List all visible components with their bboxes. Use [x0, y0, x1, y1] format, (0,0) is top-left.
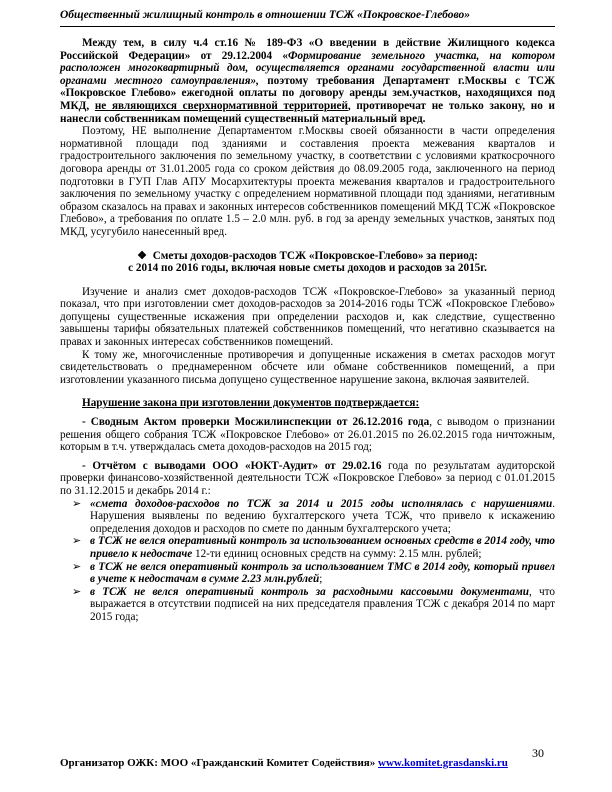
p5-bold: - Сводным Актом проверки Мосжилинспекции от 26.12.2016 года	[82, 416, 430, 429]
p1-underlined: не являющихся сверхнормативной территорией	[94, 99, 348, 112]
p1-bold-middle: поэтому требования Департамент г.Москвы с ТСЖ «Покровское Глебово» ежегодной оплаты по договору аренды зем.участков, находящихся под МКД,	[60, 74, 556, 112]
list-item: ➢ в ТСЖ не велся оперативный контроль за расходными кассовыми документами, что выражается в отсутствии подписей на них председателя правления ТСЖ с декабря 2014 по март 2015 года;	[72, 585, 555, 623]
arrow-bullet-icon: ➢	[72, 585, 82, 598]
document-body	[60, 37, 555, 624]
header-rule	[60, 26, 555, 27]
footer-text: Организатор ОЖК: МОО «Гражданский Комитет Содействия»	[60, 757, 379, 769]
section-title-line1: Сметы доходов-расходов ТСЖ «Покровское-Глебово» за период:	[152, 249, 478, 262]
paragraph-3: Изучение и анализ смет доходов-расходов ТСЖ «Покровское-Глебово» за указанный период показал, что при изготовлении смет доходов-расходов за 2014-2016 годы ТСЖ «Покровское Глебово» допущены существенные искажения при определении расходов и, как следствие, существенно завышены тарифы обязательных платежей собственников помещений, что негативно сказывается на правах и законных интересах собственников помещений.	[60, 285, 555, 349]
paragraph-1	[60, 37, 555, 125]
footer-link[interactable]: www.komitet.grasdanski.ru	[378, 757, 508, 769]
list-item: ➢ в ТСЖ не велся оперативный контроль за использованием основных средств в 2014 году, что привело к недостаче 12-ти единиц основных средств на сумму: 2.15 млн. рублей;	[72, 535, 555, 560]
section-title-line2: с 2014 по 2016 годы, включая новые сметы доходов и расходов за 2015г.	[128, 262, 487, 275]
p1-bold-start: Между тем, в силу ч.4 ст.16 № 189-ФЗ «О введении в действие Жилищного кодекса Российской Федерации» от 29.12.2004 «	[60, 37, 555, 62]
diamond-bullet-icon: ❖	[137, 249, 148, 262]
arrow-bullet-icon: ➢	[72, 497, 82, 510]
list-item: ➢ в ТСЖ не велся оперативный контроль за использованием ТМС в 2014 году, который привел в учете к недостачам в сумме 2.23 млн.рублей;	[72, 560, 555, 586]
violation-title: Нарушение закона при изготовлении документов подтверждается:	[82, 397, 420, 410]
paragraph-2: Поэтому, НЕ выполнение Департаментом г.Москвы своей обязанности в части определения нормативной площади под зданиями и составления проекта межевания кварталов и градостроительного заключения по земельному участку, в соответствии с условиями краткосрочного договора аренды от 31.01.2005 года со сроком действия до 08.09.2005 года, заключенного на период подготовки в ГУП Глав АПУ Мосархитектуры проекта межевания кварталов и градостроительного заключения по земельному участку с определением нормативной площади под зданиями, негативным образом сказалось на правах и законных интересов собственников помещений МКД ТСЖ «Покровское Глебово», а требования по оплате 1.5 – 2.0 млн. руб. в год за аренду земельных участков, занятых под МКД, усугубило нанесенный вред.	[60, 125, 555, 238]
footer	[60, 757, 555, 769]
arrow-bullet-icon: ➢	[72, 560, 82, 573]
p1-quote: Формирование земельного участка, на котором расположен многоквартирный дом, осуществляется органами государственной власти или органами местного самоуправления»,	[60, 49, 555, 87]
page-number: 30	[532, 746, 544, 760]
p6-bold: - Отчётом с выводами ООО «ЮКТ-Аудит» от 29.02.16	[82, 459, 382, 472]
findings-list	[60, 498, 555, 624]
p1-bold-end: , противоречат не только закону, но и нанесли собственникам помещений существенный материальный вред.	[60, 99, 555, 125]
list-item: ➢ «смета доходов-расходов по ТСЖ за 2014 и 2015 годы исполнялась с нарушениями. Нарушения выявлены по ведению бухгалтерского учета ТСЖ, что привело к искажению определения доходов и расходов по смете по данным бухгалтерского учета;	[72, 497, 555, 535]
running-header: Общественный жилищный контроль в отношении ТСЖ «Покровское-Глебово»	[60, 9, 470, 21]
arrow-bullet-icon: ➢	[72, 535, 82, 548]
paragraph-4: К тому же, многочисленные противоречия и допущенные искажения в сметах расходов могут свидетельствовать о преднамеренном обсчете или обмане собственников помещений, а при изготовлении указанного письма допущено существенное нарушение закона, включая заявителей.	[60, 348, 555, 386]
paragraph-5: - Сводным Актом проверки Мосжилинспекции от 26.12.2016 года, с выводом о признании решения общего собрания ТСЖ «Покровское Глебово» от 26.01.2015 по 26.02.2015 года ничтожным, которым в т.ч. утверждалась смета доходов-расходов на 2015 год;	[60, 416, 556, 454]
section-title	[60, 250, 555, 263]
paragraph-6: - Отчётом с выводами ООО «ЮКТ-Аудит» от 29.02.16 года по результатам аудиторской проверки финансово-хозяйственной деятельности ТСЖ «Покровское Глебово» за период с 01.01.2015 по 31.12.2015 и декабрь 2014 г.:	[60, 459, 555, 497]
